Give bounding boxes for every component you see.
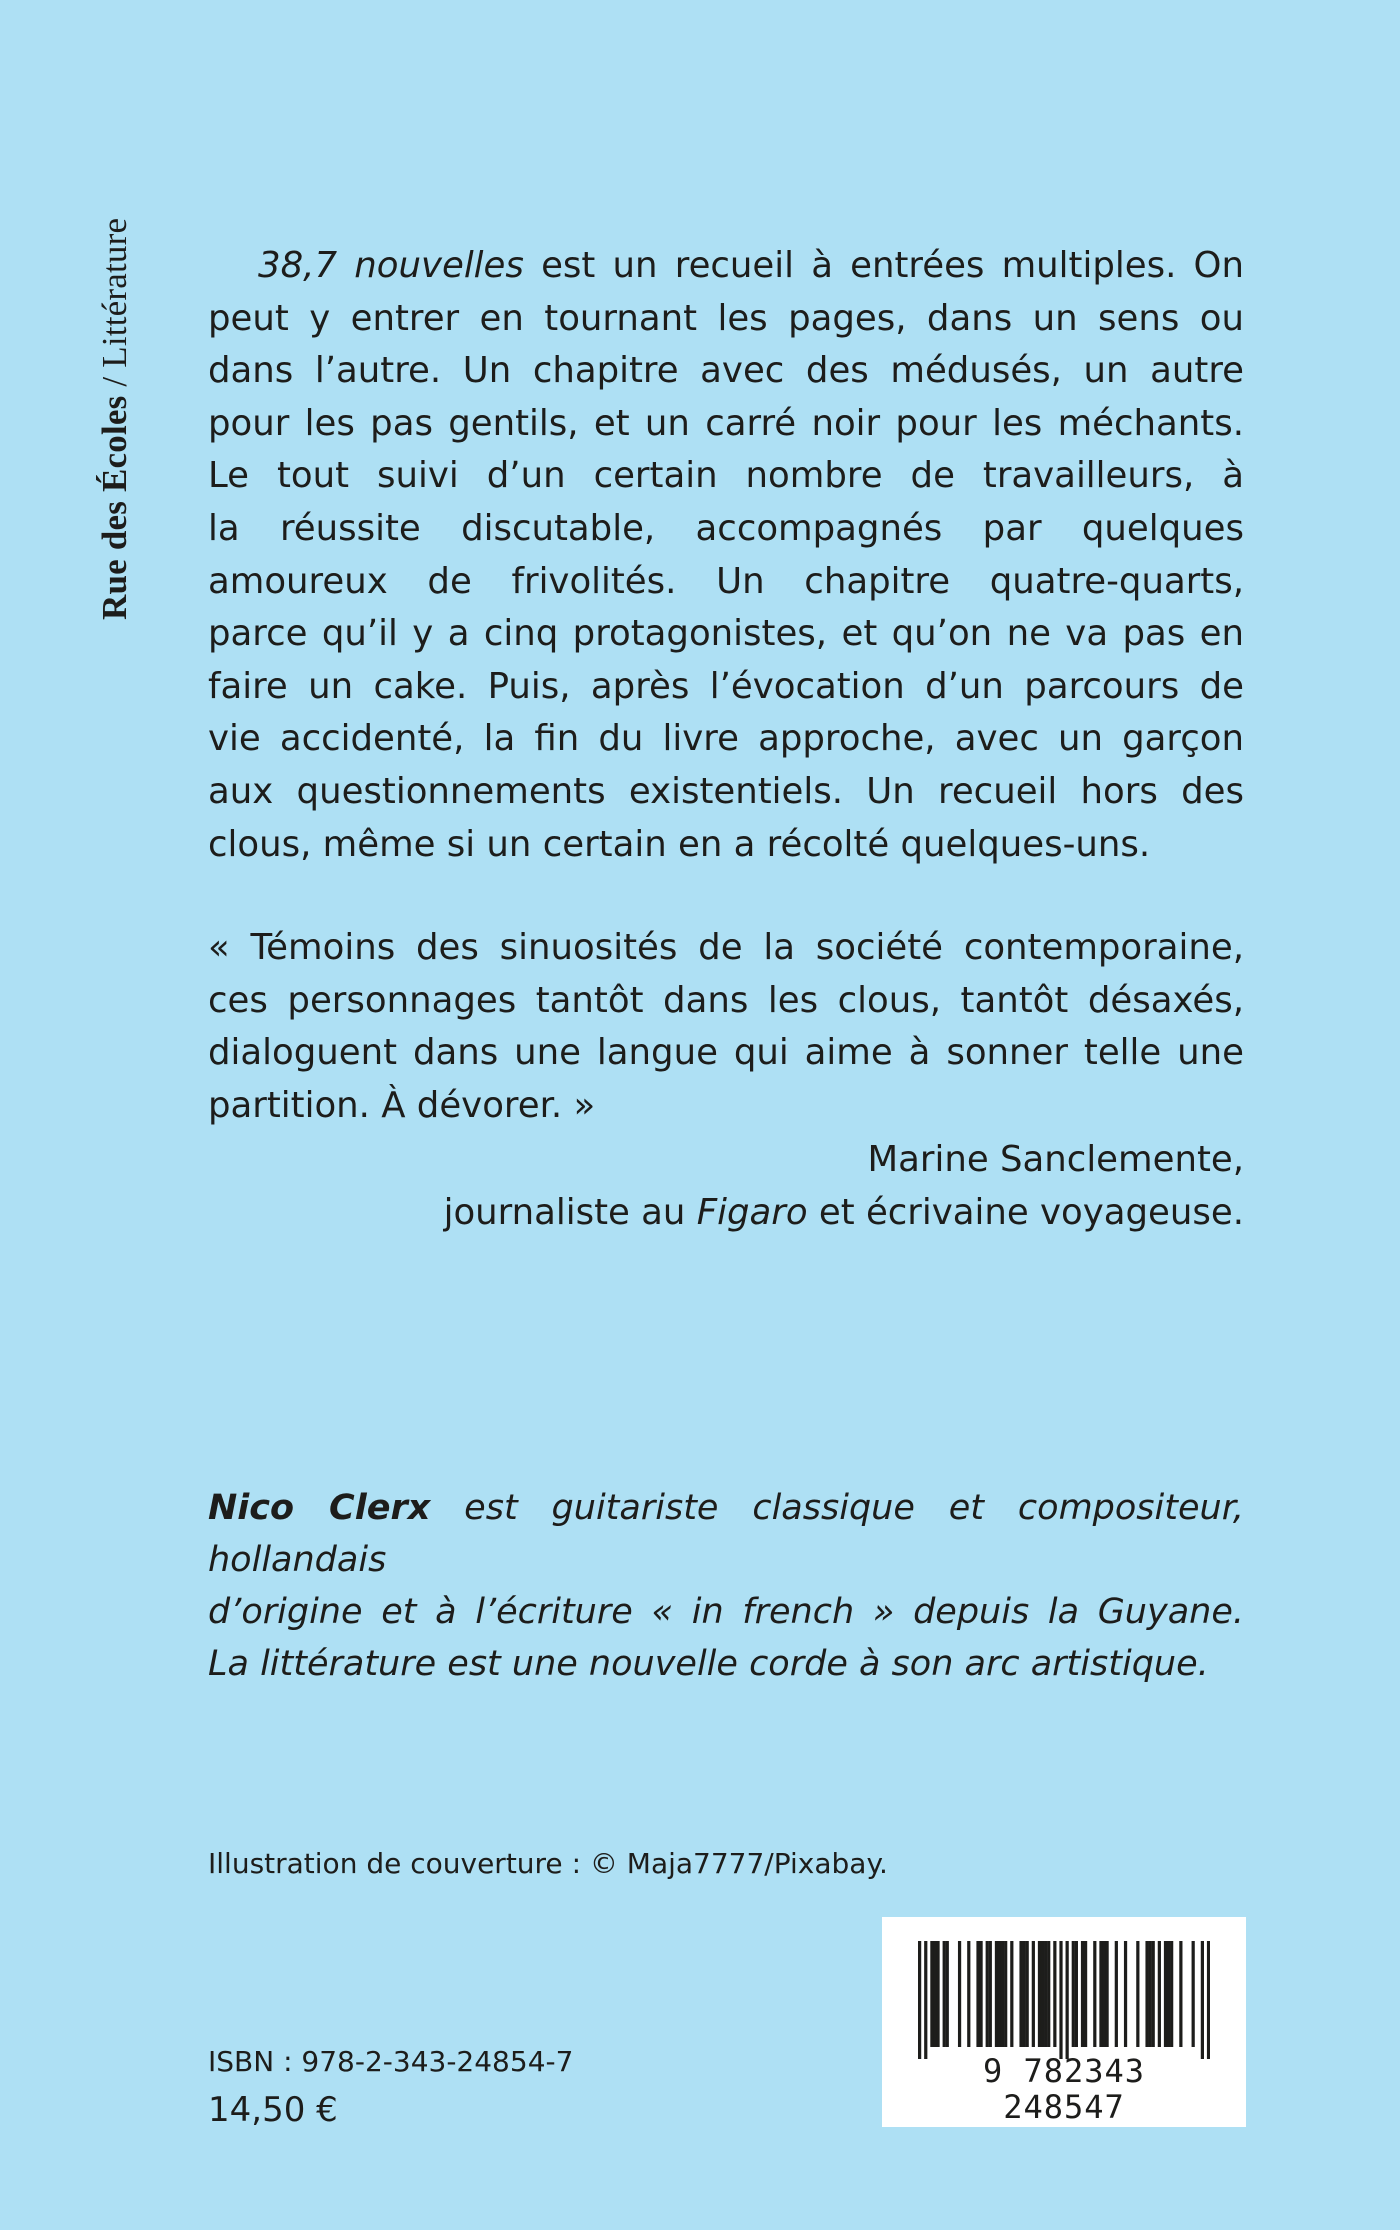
barcode-bar <box>1084 1941 1087 2047</box>
barcode-bar <box>936 1941 939 2047</box>
barcode-bar <box>1179 1941 1182 2047</box>
barcode-bar <box>1167 1941 1170 2047</box>
barcode-bar <box>989 1941 992 2047</box>
bio-line-text: est guitariste classique et compositeur, hollandais <box>208 1488 1244 1580</box>
barcode-bar <box>930 1941 933 2047</box>
quote-author: Marine Sanclemente, <box>867 1139 1244 1180</box>
barcode-bar <box>1099 1941 1102 2047</box>
barcode-bar <box>967 1941 970 2047</box>
spine <box>95 100 135 620</box>
blurb-line-text: est un recueil à entrées multiples. On <box>523 245 1244 286</box>
barcode-bars <box>918 1941 1210 2059</box>
barcode-bar <box>998 1941 1001 2047</box>
barcode-bar <box>1010 1941 1013 2047</box>
barcode-bar <box>946 1941 949 2047</box>
blurb-line: amoureux de frivolités. Un chapitre quatre-quarts, <box>208 560 1244 602</box>
barcode-bar <box>943 1941 946 2047</box>
barcode-bar <box>1145 1941 1148 2047</box>
barcode-bar <box>1102 1941 1105 2047</box>
barcode-bar <box>1072 1941 1075 2047</box>
author-bio <box>208 1482 1244 1690</box>
blurb-line: aux questionnements existentiels. Un recueil hors des <box>208 770 1244 812</box>
book-title: 38,7 nouvelles <box>258 245 524 286</box>
price: 14,50 € <box>208 2090 338 2130</box>
barcode-bar <box>1164 1941 1167 2047</box>
barcode-bar <box>1023 1941 1026 2047</box>
bio-line: La littérature est une nouvelle corde à son arc artistique. <box>208 1644 1209 1684</box>
quote-attribution <box>444 1134 1244 1239</box>
blurb-line: peut y entrer en tournant les pages, dans un sens ou <box>208 297 1244 339</box>
spine-label <box>95 218 135 620</box>
barcode-bar <box>1059 1941 1062 2059</box>
bio-line: d’origine et à l’écriture « in french » depuis la Guyane. <box>208 1592 1244 1632</box>
quote-author-role <box>444 1187 1244 1240</box>
barcode-bar <box>1047 1941 1050 2047</box>
blurb-line: pour les pas gentils, et un carré noir pour les méchants. <box>208 402 1244 444</box>
barcode-bar <box>1041 1941 1044 2047</box>
barcode-bar <box>1075 1941 1078 2047</box>
barcode-bar <box>976 1941 979 2047</box>
barcode-bar <box>958 1941 961 2047</box>
barcode-bar <box>1066 1941 1069 2059</box>
barcode-bar <box>1124 1941 1127 2047</box>
barcode-bar <box>1093 1941 1096 2047</box>
blurb-line <box>208 240 1244 293</box>
barcode-bar <box>918 1941 921 2059</box>
blurb-line: parce qu’il y a cinq protagonistes, et qu’on ne va pas en <box>208 613 1244 655</box>
blurb-line: faire un cake. Puis, après l’évocation d’un parcours de <box>208 665 1244 707</box>
barcode-bar <box>979 1941 982 2047</box>
series-name: Rue des Écoles <box>95 395 134 620</box>
barcode-bar <box>1032 1941 1035 2047</box>
barcode-bar <box>995 1941 998 2047</box>
barcode-bar <box>1136 1941 1139 2047</box>
blurb-line: la réussite discutable, accompagnés par quelques <box>208 507 1244 549</box>
barcode-bar <box>1026 1941 1029 2047</box>
barcode-bar <box>1149 1941 1152 2047</box>
barcode-bar <box>1201 1941 1204 2059</box>
quote-line: ces personnages tantôt dans les clous, tantôt désaxés, <box>208 979 1244 1021</box>
author-name: Nico Clerx <box>208 1488 431 1528</box>
barcode-digits: 9 782343 248547 <box>982 2052 1146 2126</box>
barcode-bar <box>1053 1941 1056 2047</box>
barcode-bar <box>1152 1941 1155 2047</box>
barcode-bar <box>1001 1941 1004 2047</box>
barcode-bar <box>1081 1941 1084 2047</box>
bio-line <box>208 1482 1244 1586</box>
barcode-bar <box>1158 1941 1161 2047</box>
blurb-line: Le tout suivi d’un certain nombre de travailleurs, à <box>208 455 1244 497</box>
barcode-bar <box>924 1941 927 2059</box>
barcode-bar <box>1004 1941 1007 2047</box>
barcode-bar <box>1038 1941 1041 2047</box>
role-before: journaliste au <box>443 1191 697 1233</box>
quote-line: dialoguent dans une langue qui aime à sonner telle une <box>208 1032 1244 1074</box>
barcode-bar <box>933 1941 936 2047</box>
barcode-bar <box>1115 1941 1118 2047</box>
isbn: ISBN : 978-2-343-24854-7 <box>208 2045 574 2078</box>
barcode-bar <box>1170 1941 1173 2047</box>
blurb-line: vie accidenté, la fin du livre approche, avec un garçon <box>208 718 1244 760</box>
illustration-credit: Illustration de couverture : © Maja7777/Pixabay. <box>208 1847 888 1880</box>
barcode-bar <box>1105 1941 1108 2047</box>
blurb-line: dans l’autre. Un chapitre avec des médusés, un autre <box>208 350 1244 392</box>
collection-name: Littérature <box>95 217 134 368</box>
quote-line: partition. À dévorer. » <box>208 1084 596 1126</box>
press-quote <box>208 922 1244 1132</box>
blurb-line: clous, même si un certain en a récolté quelques-uns. <box>208 823 1151 865</box>
spine-separator: / <box>95 367 134 396</box>
blurb <box>208 240 1244 871</box>
barcode-bar <box>1044 1941 1047 2047</box>
quote-line: « Témoins des sinuosités de la société contemporaine, <box>208 927 1244 968</box>
barcode-bar <box>1019 1941 1022 2047</box>
newspaper-name: Figaro <box>696 1191 808 1233</box>
role-after: et écrivaine voyageuse. <box>807 1191 1244 1233</box>
barcode-bar <box>986 1941 989 2047</box>
barcode-bar <box>1192 1941 1195 2047</box>
barcode-bar <box>1207 1941 1210 2059</box>
barcode <box>882 1917 1246 2127</box>
